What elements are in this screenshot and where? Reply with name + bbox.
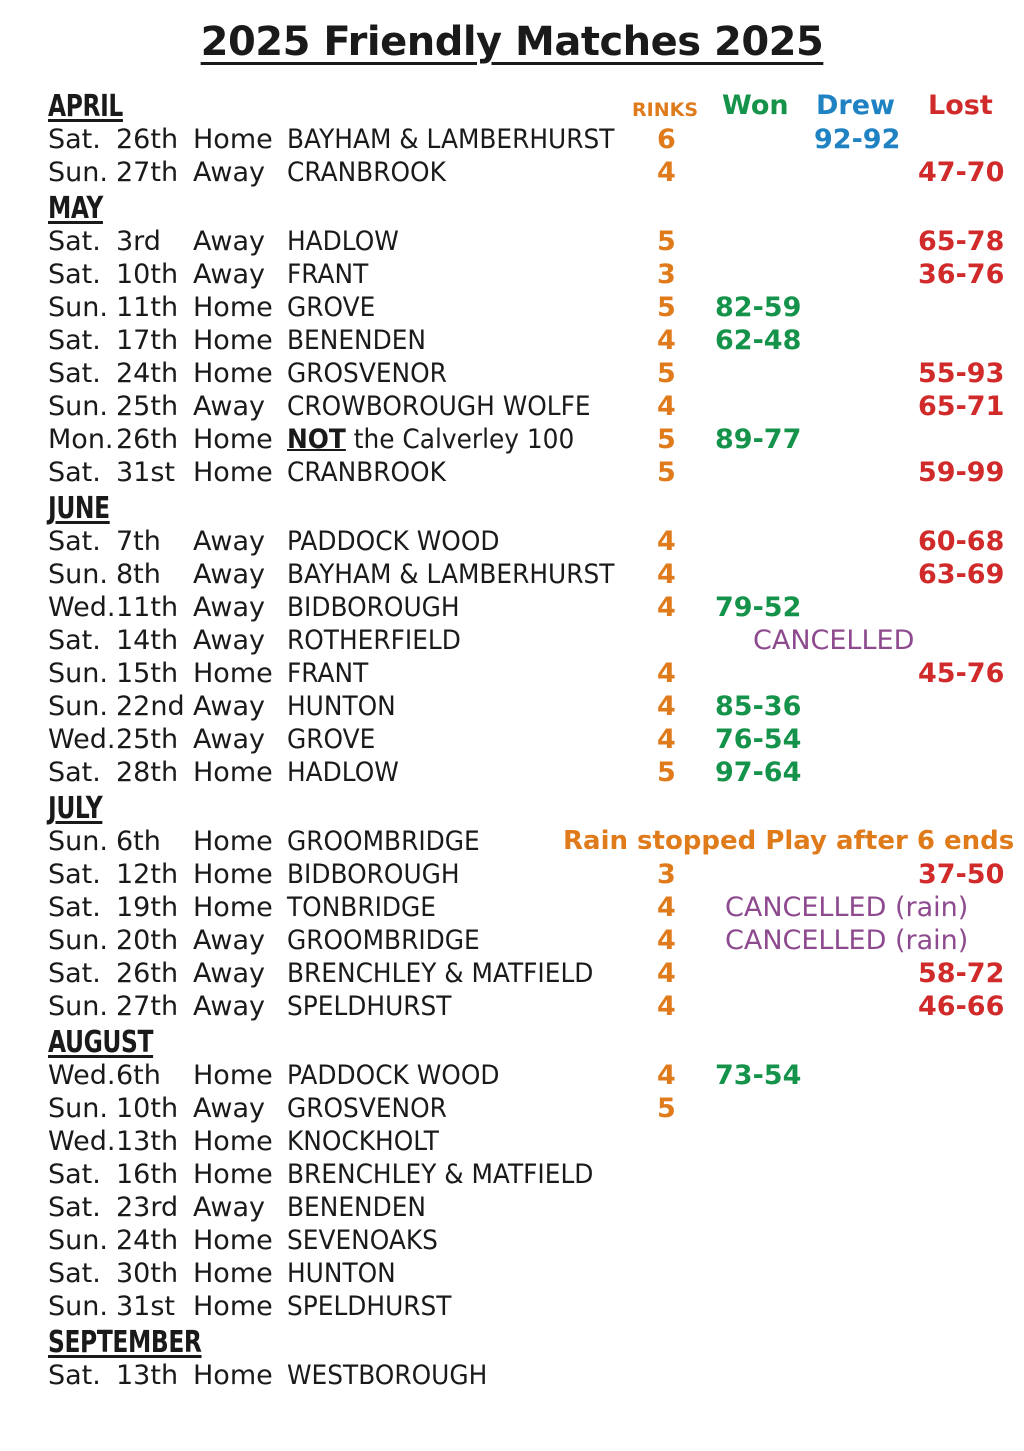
match-day: Sat.: [48, 1192, 101, 1223]
match-day: Sat.: [48, 457, 101, 488]
match-opponent: [287, 123, 643, 156]
match-opponent: [287, 456, 460, 489]
opponent-name: [287, 357, 447, 390]
match-rinks: 4: [657, 724, 676, 755]
fixture-row: [0, 858, 1024, 891]
match-rinks: 4: [657, 526, 676, 557]
match-venue: Home: [193, 457, 273, 488]
match-day: Sat.: [48, 1360, 101, 1391]
match-opponent: [287, 1359, 505, 1392]
match-lost-score: 63-69: [918, 559, 1005, 590]
match-venue: Away: [193, 991, 265, 1022]
opponent-name: [287, 1158, 593, 1191]
month-name: JULY: [48, 791, 103, 826]
match-won-score: 97-64: [715, 757, 802, 788]
fixture-row: [0, 1059, 1024, 1092]
match-rinks: 4: [657, 1060, 676, 1091]
match-venue: Away: [193, 1192, 265, 1223]
match-rinks: 3: [657, 259, 676, 290]
match-opponent: [287, 1125, 452, 1158]
fixture-row: [0, 456, 1024, 489]
match-venue: Away: [193, 157, 265, 188]
match-venue: Home: [193, 1360, 273, 1391]
match-date: 25th: [116, 391, 179, 422]
opponent-text: HADLOW: [287, 757, 399, 788]
match-day: Sun.: [48, 658, 108, 689]
match-date: 11th: [116, 592, 179, 623]
match-status-note: CANCELLED (rain): [725, 925, 969, 956]
opponent-name: [287, 1092, 447, 1125]
match-venue: Away: [193, 259, 265, 290]
match-date: 27th: [116, 991, 179, 1022]
opponent-text: SEVENOAKS: [287, 1225, 438, 1256]
match-date: 26th: [116, 958, 179, 989]
match-lost-score: 58-72: [918, 958, 1005, 989]
match-opponent: [287, 357, 461, 390]
match-rinks: 5: [657, 292, 676, 323]
opponent-name: [287, 1125, 439, 1158]
match-venue: Home: [193, 1060, 273, 1091]
fixture-row: [0, 624, 1024, 657]
match-venue: Home: [193, 325, 273, 356]
month-heading: [48, 190, 103, 228]
match-day: Sat.: [48, 124, 101, 155]
match-lost-score: 60-68: [918, 526, 1005, 557]
match-opponent: [287, 957, 620, 990]
opponent-text: BAYHAM & LAMBERHURST: [287, 559, 615, 590]
match-venue: Away: [193, 691, 265, 722]
opponent-text: BAYHAM & LAMBERHURST: [287, 124, 615, 155]
match-date: 12th: [116, 859, 179, 890]
column-header-won: Won: [722, 90, 789, 121]
match-venue: Away: [193, 1093, 265, 1124]
fixture-row: [0, 324, 1024, 357]
opponent-text: the Calverley 100: [353, 424, 575, 455]
match-date: 8th: [116, 559, 161, 590]
fixture-row: [0, 525, 1024, 558]
match-rinks: 4: [657, 958, 676, 989]
fixture-row: [0, 924, 1024, 957]
opponent-text: PADDOCK WOOD: [287, 526, 500, 557]
match-date: 23rd: [116, 1192, 179, 1223]
fixture-row: [0, 1191, 1024, 1224]
month-name: SEPTEMBER: [48, 1325, 202, 1360]
match-opponent: [287, 1158, 620, 1191]
match-rinks: 4: [657, 892, 676, 923]
opponent-text: WESTBOROUGH: [287, 1360, 488, 1391]
match-day: Sat.: [48, 757, 101, 788]
opponent-text: BRENCHLEY & MATFIELD: [287, 958, 594, 989]
opponent-text: BENENDEN: [287, 325, 427, 356]
match-opponent: [287, 891, 449, 924]
match-opponent: [287, 324, 438, 357]
match-opponent: [287, 558, 643, 591]
opponent-text: HUNTON: [287, 1258, 396, 1289]
opponent-name: [287, 723, 375, 756]
opponent-name: [287, 591, 460, 624]
opponent-text: TONBRIDGE: [287, 892, 437, 923]
opponent-name: [287, 123, 614, 156]
opponent-name: [287, 858, 460, 891]
opponent-name: [287, 990, 451, 1023]
match-day: Sun.: [48, 991, 108, 1022]
match-day: Sun.: [48, 292, 108, 323]
month-heading: [48, 88, 123, 126]
match-opponent: [287, 1059, 518, 1092]
match-date: 31st: [116, 1291, 176, 1322]
opponent-name: [287, 225, 399, 258]
match-day: Sun.: [48, 1291, 108, 1322]
match-date: 31st: [116, 457, 176, 488]
opponent-text: PADDOCK WOOD: [287, 1060, 500, 1091]
match-date: 13th: [116, 1360, 179, 1391]
fixture-row: [0, 258, 1024, 291]
match-rinks: 5: [657, 358, 676, 389]
match-day: Sat.: [48, 958, 101, 989]
match-date: 7th: [116, 526, 161, 557]
opponent-text: ROTHERFIELD: [287, 625, 461, 656]
opponent-name: [287, 456, 446, 489]
fixture-row: [0, 1224, 1024, 1257]
fixture-row: [0, 891, 1024, 924]
opponent-text: SPELDHURST: [287, 1291, 452, 1322]
fixture-row: [0, 657, 1024, 690]
match-rinks: 4: [657, 391, 676, 422]
opponent-name: [287, 924, 480, 957]
fixture-row: [0, 1092, 1024, 1125]
match-lost-score: 36-76: [918, 259, 1005, 290]
match-day: Wed.: [48, 1126, 116, 1157]
match-venue: Home: [193, 1225, 273, 1256]
month-heading: [48, 790, 102, 828]
match-opponent: [287, 156, 460, 189]
match-day: Mon.: [48, 424, 114, 455]
match-date: 3rd: [116, 226, 161, 257]
opponent-name: [287, 558, 614, 591]
opponent-name: [287, 1191, 426, 1224]
match-venue: Home: [193, 826, 273, 857]
match-day: Sat.: [48, 1159, 101, 1190]
match-venue: Home: [193, 1126, 273, 1157]
match-rinks: 4: [657, 559, 676, 590]
match-venue: Home: [193, 892, 273, 923]
match-opponent: [287, 990, 466, 1023]
month-name: APRIL: [48, 89, 123, 124]
match-day: Wed.: [48, 1060, 116, 1091]
match-date: 11th: [116, 292, 179, 323]
fixture-row: [0, 723, 1024, 756]
match-venue: Home: [193, 358, 273, 389]
match-rinks: 4: [657, 691, 676, 722]
match-venue: Home: [193, 1159, 273, 1190]
opponent-text: CROWBOROUGH WOLFE: [287, 391, 591, 422]
match-venue: Home: [193, 1258, 273, 1289]
fixture-row: [0, 390, 1024, 423]
match-day: Sat.: [48, 358, 101, 389]
opponent-name: [287, 156, 446, 189]
match-drew-score: 92-92: [814, 124, 901, 155]
opponent-text: GROVE: [287, 724, 376, 755]
match-lost-score: 37-50: [918, 859, 1005, 890]
opponent-name: [287, 1059, 500, 1092]
match-date: 10th: [116, 1093, 179, 1124]
opponent-text: GROOMBRIDGE: [287, 826, 480, 857]
match-date: 16th: [116, 1159, 179, 1190]
match-date: 28th: [116, 757, 179, 788]
opponent-text: HUNTON: [287, 691, 396, 722]
match-venue: Home: [193, 859, 273, 890]
match-day: Sun.: [48, 691, 108, 722]
match-won-score: 85-36: [715, 691, 802, 722]
match-won-score: 82-59: [715, 292, 802, 323]
match-date: 20th: [116, 925, 179, 956]
opponent-text: CRANBROOK: [287, 457, 446, 488]
opponent-text: BRENCHLEY & MATFIELD: [287, 1159, 594, 1190]
fixture-row: [0, 957, 1024, 990]
match-day: Sat.: [48, 526, 101, 557]
match-status-note: CANCELLED (rain): [725, 892, 969, 923]
match-day: Sun.: [48, 826, 108, 857]
opponent-text: FRANT: [287, 259, 369, 290]
match-rinks: 5: [657, 424, 676, 455]
match-venue: Away: [193, 724, 265, 755]
match-venue: Home: [193, 424, 273, 455]
match-lost-score: 59-99: [918, 457, 1005, 488]
match-date: 27th: [116, 157, 179, 188]
column-header-lost: Lost: [928, 90, 993, 121]
match-won-score: 89-77: [715, 424, 802, 455]
match-rinks: 5: [657, 226, 676, 257]
opponent-text: HADLOW: [287, 226, 399, 257]
match-date: 25th: [116, 724, 179, 755]
month-name: JUNE: [48, 491, 110, 526]
opponent-name: [287, 891, 436, 924]
match-won-score: 76-54: [715, 724, 802, 755]
match-opponent: [287, 1224, 451, 1257]
opponent-name: [287, 525, 500, 558]
opponent-name: [287, 957, 593, 990]
opponent-name: [287, 423, 574, 456]
opponent-name: [287, 825, 480, 858]
match-won-score: 73-54: [715, 1060, 802, 1091]
match-day: Sat.: [48, 226, 101, 257]
match-opponent: [287, 291, 383, 324]
title-text: 2025 Friendly Matches 2025: [200, 19, 824, 65]
match-venue: Away: [193, 526, 265, 557]
fixture-row: [0, 825, 1024, 858]
match-opponent: [287, 591, 475, 624]
fixture-row: [0, 1257, 1024, 1290]
match-venue: Away: [193, 592, 265, 623]
fixture-row: [0, 291, 1024, 324]
match-day: Sun.: [48, 925, 108, 956]
fixture-row: [0, 1125, 1024, 1158]
fixture-row: [0, 1158, 1024, 1191]
opponent-text: BIDBOROUGH: [287, 592, 460, 623]
match-day: Sun.: [48, 559, 108, 590]
match-day: Wed.: [48, 592, 116, 623]
match-day: Sat.: [48, 1258, 101, 1289]
opponent-name: [287, 756, 399, 789]
match-day: Sat.: [48, 625, 101, 656]
match-opponent: [287, 1191, 438, 1224]
match-rinks: 3: [657, 859, 676, 890]
opponent-text: GROOMBRIDGE: [287, 925, 480, 956]
match-opponent: [287, 924, 497, 957]
match-rinks: 4: [657, 325, 676, 356]
month-heading: [48, 1324, 202, 1362]
month-heading: [48, 490, 110, 528]
match-venue: Away: [193, 391, 265, 422]
month-name: AUGUST: [48, 1025, 154, 1060]
opponent-text: FRANT: [287, 658, 369, 689]
match-day: Wed.: [48, 724, 116, 755]
match-date: 24th: [116, 358, 179, 389]
fixture-row: [0, 1359, 1024, 1392]
match-day: Sat.: [48, 325, 101, 356]
fixture-row: [0, 756, 1024, 789]
opponent-name: [287, 657, 368, 690]
match-date: 26th: [116, 124, 179, 155]
match-opponent: [287, 756, 409, 789]
match-date: 10th: [116, 259, 179, 290]
match-venue: Away: [193, 625, 265, 656]
match-rinks: 5: [657, 1093, 676, 1124]
opponent-name: [287, 291, 375, 324]
opponent-name: [287, 1290, 451, 1323]
match-rinks: 5: [657, 757, 676, 788]
column-header-drew: Drew: [816, 90, 895, 121]
match-opponent: [287, 258, 375, 291]
match-venue: Home: [193, 1291, 273, 1322]
opponent-text: BENENDEN: [287, 1192, 427, 1223]
opponent-text: CRANBROOK: [287, 157, 446, 188]
fixture-row: [0, 558, 1024, 591]
match-day: Sat.: [48, 859, 101, 890]
match-lost-score: 65-71: [918, 391, 1005, 422]
match-date: 15th: [116, 658, 179, 689]
match-opponent: [287, 525, 518, 558]
month-heading: [48, 1024, 153, 1062]
match-rinks: 5: [657, 457, 676, 488]
match-opponent: [287, 390, 617, 423]
opponent-name: [287, 258, 368, 291]
match-rinks: 4: [657, 157, 676, 188]
match-lost-score: 45-76: [918, 658, 1005, 689]
match-opponent: [287, 1257, 405, 1290]
opponent-text: KNOCKHOLT: [287, 1126, 439, 1157]
match-day: Sun.: [48, 1225, 108, 1256]
match-lost-score: 47-70: [918, 157, 1005, 188]
match-day: Sun.: [48, 391, 108, 422]
match-date: 14th: [116, 625, 179, 656]
match-day: Sun.: [48, 157, 108, 188]
match-opponent: [287, 423, 599, 456]
match-date: 19th: [116, 892, 179, 923]
match-date: 24th: [116, 1225, 179, 1256]
opponent-text: GROSVENOR: [287, 358, 447, 389]
fixture-row: [0, 591, 1024, 624]
match-rinks: 4: [657, 658, 676, 689]
match-date: 26th: [116, 424, 179, 455]
match-venue: Home: [193, 124, 273, 155]
fixture-row: [0, 690, 1024, 723]
match-venue: Away: [193, 559, 265, 590]
match-opponent: [287, 723, 383, 756]
match-venue: Home: [193, 658, 273, 689]
match-status-note: CANCELLED: [753, 625, 915, 656]
match-rinks: 4: [657, 991, 676, 1022]
match-date: 22nd: [116, 691, 185, 722]
column-header-rinks: RINKS: [632, 99, 699, 121]
match-venue: Home: [193, 757, 273, 788]
match-rinks: 6: [657, 124, 676, 155]
match-opponent: [287, 1290, 466, 1323]
match-rinks: 4: [657, 592, 676, 623]
match-rinks: 4: [657, 925, 676, 956]
match-venue: Away: [193, 226, 265, 257]
match-date: 30th: [116, 1258, 179, 1289]
match-opponent: [287, 225, 409, 258]
fixture-row: [0, 225, 1024, 258]
match-date: 6th: [116, 826, 161, 857]
opponent-text: GROVE: [287, 292, 376, 323]
opponent-name: [287, 624, 461, 657]
match-day: Sat.: [48, 259, 101, 290]
fixture-row: [0, 1290, 1024, 1323]
opponent-text: BIDBOROUGH: [287, 859, 460, 890]
match-date: 6th: [116, 1060, 161, 1091]
match-venue: Away: [193, 925, 265, 956]
fixture-row: [0, 123, 1024, 156]
match-rain-note: Rain stopped Play after 6 ends: [563, 826, 1015, 856]
match-lost-score: 46-66: [918, 991, 1005, 1022]
match-day: Sun.: [48, 1093, 108, 1124]
match-lost-score: 65-78: [918, 226, 1005, 257]
match-date: 17th: [116, 325, 179, 356]
match-opponent: [287, 825, 497, 858]
opponent-emphasis: NOT: [287, 424, 346, 455]
match-day: Sat.: [48, 892, 101, 923]
opponent-name: [287, 324, 426, 357]
opponent-text: GROSVENOR: [287, 1093, 447, 1124]
fixture-row: [0, 357, 1024, 390]
opponent-text: SPELDHURST: [287, 991, 452, 1022]
month-name: MAY: [48, 191, 103, 226]
fixture-row: [0, 156, 1024, 189]
match-opponent: [287, 624, 476, 657]
fixture-row: [0, 990, 1024, 1023]
match-lost-score: 55-93: [918, 358, 1005, 389]
match-venue: Away: [193, 958, 265, 989]
opponent-name: [287, 1257, 396, 1290]
match-venue: Home: [193, 292, 273, 323]
fixture-row: [0, 423, 1024, 456]
opponent-name: [287, 1359, 487, 1392]
match-date: 13th: [116, 1126, 179, 1157]
match-opponent: [287, 657, 375, 690]
opponent-name: [287, 690, 396, 723]
opponent-name: [287, 390, 591, 423]
match-opponent: [287, 858, 475, 891]
match-won-score: 62-48: [715, 325, 802, 356]
opponent-name: [287, 1224, 438, 1257]
match-opponent: [287, 690, 405, 723]
match-opponent: [287, 1092, 461, 1125]
match-won-score: 79-52: [715, 592, 802, 623]
